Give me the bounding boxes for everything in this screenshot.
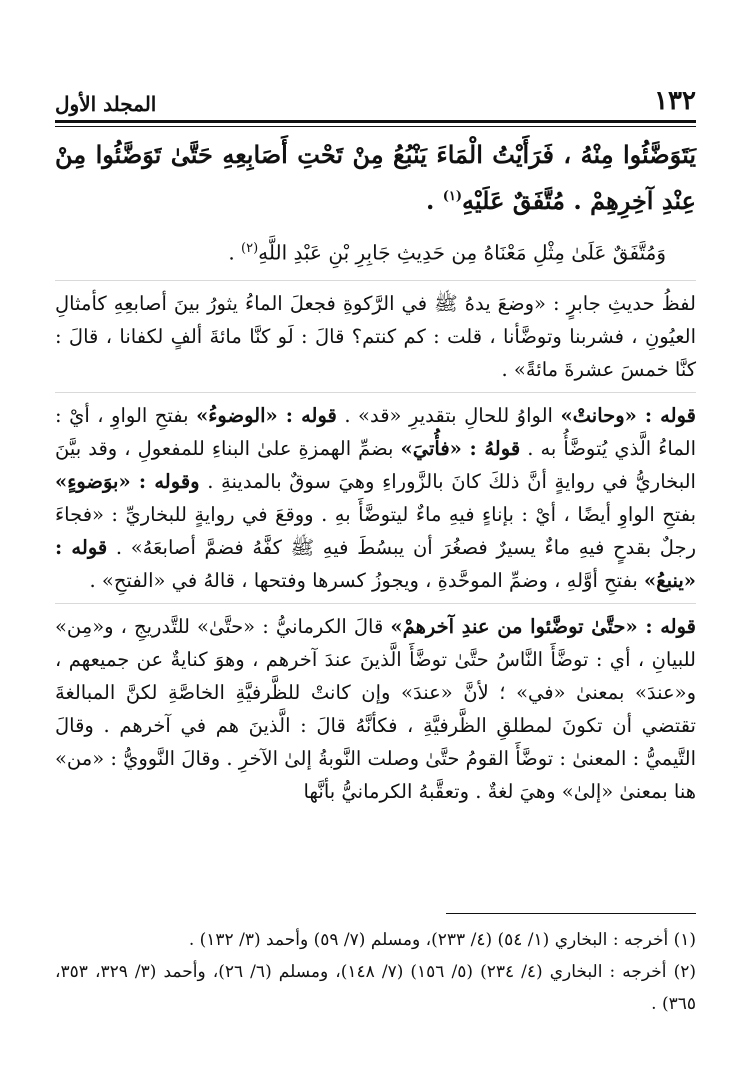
second-hadith-note [55, 230, 696, 272]
commentary-paragraph-1: لفظُ حديثِ جابرٍ : «وضعَ يدهُ ﷺ في الرَّكوةِ فجعلَ الماءُ يثورُ بينَ أصابعِهِ كأمثالِ العيُونِ ، فشربنا وتوضَّأنا ، قلت : كم كنتم؟ قالَ : لَو كنَّا مائةَ ألفٍ لكفانا ، قالَ : كنَّا خمسَ عشرةَ مائةً» . [55, 280, 696, 386]
header-rule-thick [55, 120, 696, 123]
page-body [55, 134, 696, 812]
footnote-2: (٢) أخرجه : البخاري (٤/ ٢٣٤) (٥/ ١٥٦) (٧/ ١٤٨)، ومسلم (٦/ ٢٦)، وأحمد (٣/ ٣٢٩، ٣٥٣، ٣٦٥) . [55, 962, 696, 1014]
footnote-ref-1[interactable]: (١) [442, 189, 463, 204]
commentary-paragraph-2 [55, 392, 696, 597]
lemma-wahanat: قوله : «وحانتْ» [560, 403, 696, 427]
gloss-yanbau: بفتحِ أوَّلهِ ، وضمِّ الموحَّدةِ ، ويجوزُ كسرها وفتحها ، قالهُ في «الفتحِ» . [89, 568, 645, 592]
footnote-ref-2[interactable]: (٢) [241, 241, 259, 256]
page-number: ١٣٢ [654, 86, 696, 116]
gloss-biwadu: بفتحِ الواوِ أيضًا ، أيْ : بإناءٍ فيهِ ماءٌ ليتوضَّأَ بهِ . ووقعَ في روايةٍ للبخاريِّ : «فجاءَ رجلٌ بقدحٍ فيهِ ماءٌ يسيرٌ فصغُرَ أن يبسُطَ فيهِ ﷺ كفَّهُ فضمَّ أصابعَهُ» . [55, 502, 697, 559]
hadith-text-end: . [426, 186, 443, 215]
header-rule-thin [55, 126, 696, 127]
footnote-1: (١) أخرجه : البخاري (١/ ٥٤) (٤/ ٢٣٣)، ومسلم (٧/ ٥٩) وأحمد (٣/ ١٣٢) . [188, 930, 696, 950]
second-hadith-end: . [228, 240, 242, 265]
lemma-yanbau: قوله : «ينبعُ» [55, 535, 696, 592]
lemma-wudu: قوله : «الوضوءُ» [196, 403, 337, 427]
commentary-paragraph-3 [55, 603, 696, 808]
hadith-text-body: يَتَوَضَّئُوا مِنْهُ ، فَرَأَيْتُ الْمَاءَ يَنْبُعُ مِنْ تَحْتِ أَصَابِعِهِ حَتَّىٰ تَوَضَّئُوا مِنْ عِنْدِ آخِرِهِمْ . مُتَّفَقٌ عَلَيْهِ [55, 140, 696, 215]
running-title: المجلد الأول [55, 92, 157, 116]
footnotes [55, 924, 696, 1020]
second-hadith-body: وَمُتَّفَقٌ عَلَىٰ مِثْلِ مَعْنَاهُ مِن حَدِيثِ جَابِرِ بْنِ عَبْدِ اللَّهِ [258, 240, 666, 265]
gloss-hatta-tawaddau: قالَ الكرمانيُّ : «حتَّىٰ» للتَّدريجِ ، و«مِن» للبيانِ ، أي : توضَّأَ النَّاسُ حتَّىٰ توضَّأَ الَّذينَ عندَ آخرهم ، وهوَ كنايةٌ عن جميعهم ، و«عندَ» بمعنىٰ «في» ؛ لأنَّ «عندَ» وإن كانتْ للظَّرفيَّةِ الخاصَّةِ لكنَّ المبالغةَ تقتضي أن تكونَ لمطلقِ الظَّرفيَّةِ ، فكأنَّهُ قالَ : الَّذينَ هم في آخرهم . وقالَ التَّيميُّ : المعنىٰ : توضَّأَ القومُ حتَّىٰ وصلت النَّوبةُ إلىٰ الآخرِ . وقالَ النَّوويُّ : «من» هنا بمعنىٰ «إلىٰ» وهيَ لغةٌ . وتعقَّبهُ الكرمانيُّ بأنَّها [54, 614, 696, 803]
page-header [55, 82, 696, 116]
lemma-biwadu: وقوله : «بوَضوءٍ» [55, 469, 200, 493]
lemma-hatta-tawaddau: قوله : «حتَّىٰ توضَّئوا من عندِ آخرهمْ» [390, 614, 696, 638]
gloss-wahanat: الواوُ للحالِ بتقديرِ «قد» . [336, 403, 561, 427]
footnote-separator [446, 913, 696, 914]
gloss-wudu: بفتحِ الواوِ ، أيْ : الماءُ الَّذي يُتوضَّأُ به . [55, 403, 696, 460]
lemma-fautiya: قولهُ : «فأُتيَ» [400, 436, 521, 460]
gloss-fautiya: بضمِّ الهمزةِ علىٰ البناءِ للمفعولِ ، وقد بيَّنَ البخاريُّ في روايةٍ أنَّ ذلكَ كانَ بالزَّوراءِ وهيَ سوقٌ بالمدينةِ . [55, 436, 696, 493]
hadith-text [55, 134, 696, 222]
